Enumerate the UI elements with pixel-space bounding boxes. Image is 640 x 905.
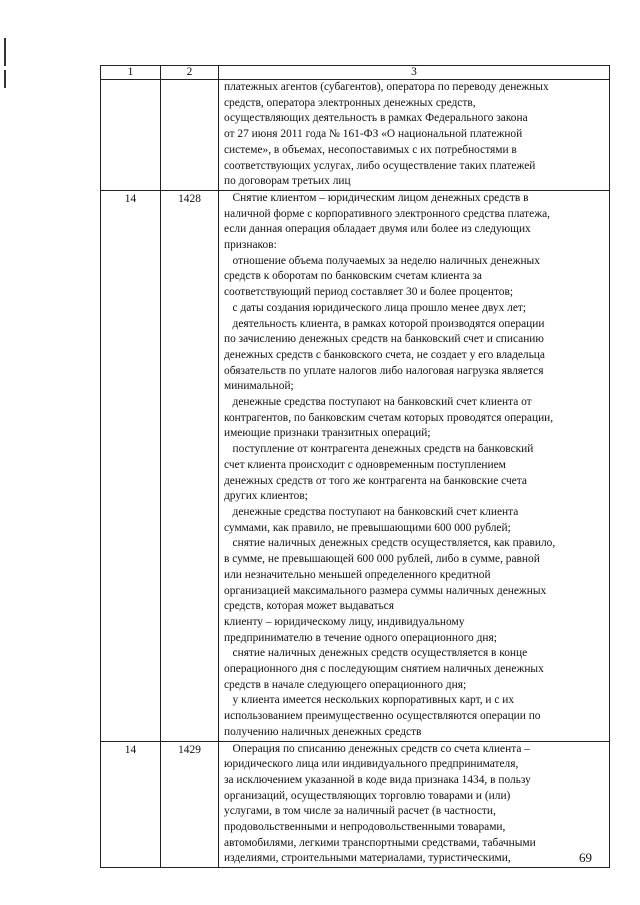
- description-line: платежных агентов (субагентов), оператора по переводу денежных: [224, 81, 549, 93]
- description-line: в сумме, не превышающей 600 000 рублей, либо в сумме, равной: [224, 553, 540, 566]
- description-line: юридического лица или индивидуального предпринимателя,: [224, 758, 519, 771]
- description-line: системе», в объемах, несопоставимых с их потребностями в: [224, 143, 517, 156]
- description-line: организацией максимального размера суммы наличных денежных: [224, 584, 547, 597]
- binding-mark-bottom: [4, 70, 6, 88]
- description-line: денежные средства поступают на банковский счет клиента от: [224, 396, 532, 409]
- description-line: деятельность клиента, в рамках которой производятся операции: [224, 317, 545, 330]
- group-code-cell: [101, 80, 161, 191]
- description-line: от 27 июня 2011 года № 161-ФЗ «О национальной платежной: [224, 128, 523, 141]
- description-line: клиенту – юридическому лицу, индивидуальному: [224, 615, 465, 628]
- description-line: Снятие клиентом – юридическим лицом денежных средств в: [224, 191, 529, 204]
- table-row: [101, 190, 610, 741]
- header-col-3: 3: [219, 66, 610, 80]
- description-line: минимальной;: [224, 380, 294, 393]
- page-number: 69: [579, 850, 592, 865]
- indicator-code-cell: [161, 80, 219, 191]
- description-line: за исключением указанной в коде вида признака 1434, в пользу: [224, 773, 531, 786]
- description-line: изделиями, строительными материалами, туристическими,: [224, 852, 511, 865]
- description-line: соответствующий период составляет 30 и более процентов;: [224, 286, 514, 299]
- description-line: средств к оборотам по банковским счетам клиента за: [224, 270, 482, 283]
- description-line: соответствующих услугах, либо осуществление таких платежей: [224, 159, 536, 172]
- binding-mark-top: [4, 38, 6, 66]
- description-line: суммами, как правило, не превышающими 600 000 рублей;: [224, 521, 511, 534]
- table-row: [101, 80, 610, 191]
- description-line: автомобилями, легкими транспортными средствами, табачными: [224, 836, 536, 849]
- group-code-cell: 14: [101, 190, 161, 741]
- description-line: средств, оператора электронных денежных средств,: [224, 96, 476, 109]
- indicator-code-cell: 1428: [161, 190, 219, 741]
- description-line: операционного дня с последующим снятием наличных денежных: [224, 663, 544, 676]
- description-line: денежных средств с банковского счета, не создает у его владельца: [224, 348, 545, 361]
- indicator-code-cell: 1429: [161, 741, 219, 868]
- description-line: поступление от контрагента денежных средств на банковский: [224, 443, 534, 456]
- description-line: получению наличных денежных средств: [224, 725, 422, 738]
- description-line: имеющие признаки транзитных операций;: [224, 427, 431, 440]
- table-body: [101, 80, 610, 868]
- header-col-2: 2: [161, 66, 219, 80]
- group-code-cell: 14: [101, 741, 161, 868]
- description-line: отношение объема получаемых за неделю наличных денежных: [224, 254, 540, 267]
- description-line: организаций, осуществляющих торговлю товарами и (или): [224, 789, 511, 802]
- description-line: средств в начале следующего операционного дня;: [224, 678, 467, 691]
- description-line: счет клиента происходит с одновременным поступлением: [224, 458, 506, 471]
- description-line: наличной форме с корпоративного электронного средства платежа,: [224, 207, 550, 220]
- description-line: денежных средств от того же контрагента на банковские счета: [224, 474, 527, 487]
- description-line: средств, которая может выдаваться: [224, 600, 394, 613]
- description-line: услугами, в том числе за наличный расчет (в частности,: [224, 805, 496, 818]
- description-line: использованием преимущественно осуществляются операции по: [224, 710, 541, 723]
- description-line: контрагентов, по банковским счетам которых проводятся операции,: [224, 411, 554, 424]
- description-line: продовольственными и непродовольственными товарами,: [224, 821, 506, 834]
- description-line: обязательств по уплате налогов либо налоговая нагрузка является: [224, 364, 544, 377]
- description-line: признаков:: [224, 239, 277, 252]
- description-line: денежные средства поступают на банковский счет клиента: [224, 505, 519, 518]
- description-line: по договорам третьих лиц: [224, 175, 351, 188]
- description-cell: [219, 741, 610, 868]
- description-line: осуществляющих деятельность в рамках Федерального закона: [224, 112, 528, 125]
- description-line: снятие наличных денежных средств осуществляется, как правило,: [224, 537, 556, 550]
- description-line: предпринимателю в течение одного операционного дня;: [224, 631, 497, 644]
- description-line: у клиента имеется нескольких корпоративных карт, и с их: [224, 694, 515, 707]
- description-line: с даты создания юридического лица прошло менее двух лет;: [224, 301, 527, 314]
- description-line: если данная операция обладает двумя или более из следующих: [224, 223, 531, 236]
- description-line: других клиентов;: [224, 490, 308, 503]
- table-row: [101, 741, 610, 868]
- header-row: [101, 66, 610, 80]
- description-line: или незначительно меньшей определенного кредитной: [224, 568, 491, 581]
- description-line: по зачислению денежных средств на банковский счет и списанию: [224, 333, 544, 346]
- description-cell: [219, 190, 610, 741]
- description-line: снятие наличных денежных средств осуществляется в конце: [224, 647, 528, 660]
- header-col-1: 1: [101, 66, 161, 80]
- description-cell: [219, 80, 610, 191]
- description-line: Операция по списанию денежных средств со счета клиента –: [224, 742, 530, 755]
- criteria-table: [100, 65, 610, 868]
